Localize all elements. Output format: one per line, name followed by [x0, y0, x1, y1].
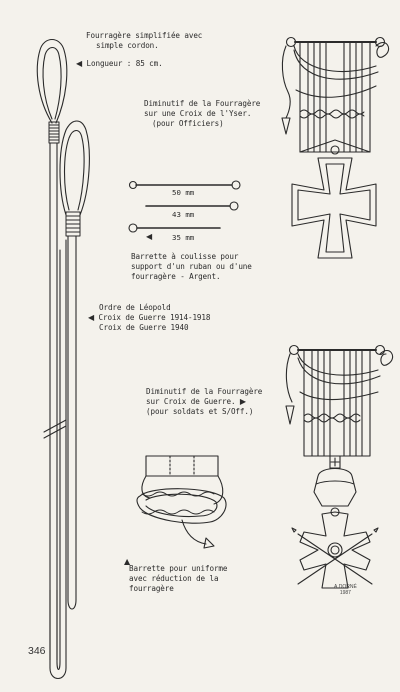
pointer-icon: ▲ [124, 557, 131, 566]
pointer-icon: ▶ [239, 397, 246, 406]
caption-line: Fourragère simplifiée avec [86, 31, 203, 40]
caption-line: avec réduction de la [129, 574, 219, 583]
caption-line: support d'un ruban ou d'une [131, 262, 252, 271]
caption-length [76, 59, 163, 69]
page-number: 346 [28, 645, 46, 657]
yser-cross-illustration [282, 38, 389, 259]
croix-de-guerre-illustration [286, 346, 393, 589]
artist-signature [334, 584, 357, 596]
caption-simplified [86, 31, 202, 51]
pointer-icon: ◀ [76, 59, 83, 68]
pointer-icon: ◀ [146, 232, 153, 241]
caption-order [88, 303, 210, 333]
caption-line: sur Croix de Guerre. [146, 397, 236, 406]
caption-line: Croix de Guerre 1914-1918 [98, 313, 211, 322]
caption-line: simple cordon. [96, 41, 159, 50]
caption-line: (pour Officiers) [152, 119, 224, 128]
dimension-label-35: 35 mm [172, 233, 195, 242]
uniform-bar-illustration [137, 456, 226, 548]
caption-uniform-bar [129, 564, 227, 594]
signature-year: 1987 [339, 590, 351, 596]
dimension-label-50: 50 mm [172, 188, 195, 197]
caption-line: fourragère - Argent. [131, 272, 221, 281]
simplified-cord-illustration [37, 40, 89, 679]
caption-line: Barrette à coulisse pour [131, 252, 239, 261]
caption-slide-bar [131, 252, 252, 282]
caption-line: Barrette pour uniforme [129, 564, 228, 573]
caption-line: Ordre de Léopold [99, 303, 171, 312]
caption-yser [144, 99, 260, 129]
caption-line: sur une Croix de l'Yser. [144, 109, 252, 118]
caption-line: fourragère [129, 584, 174, 593]
dimension-label-43: 43 mm [172, 210, 195, 219]
caption-line: Diminutif de la Fourragère [144, 99, 261, 108]
caption-croix-guerre [146, 387, 262, 417]
caption-line: Longueur : 85 cm. [86, 59, 163, 68]
caption-line: Diminutif de la Fourragère [146, 387, 263, 396]
caption-line: (pour soldats et S/Off.) [146, 407, 254, 416]
signature-name: A.DORNÉ [334, 584, 357, 590]
pointer-icon: ◀ [88, 313, 95, 322]
caption-line: Croix de Guerre 1940 [99, 323, 189, 332]
